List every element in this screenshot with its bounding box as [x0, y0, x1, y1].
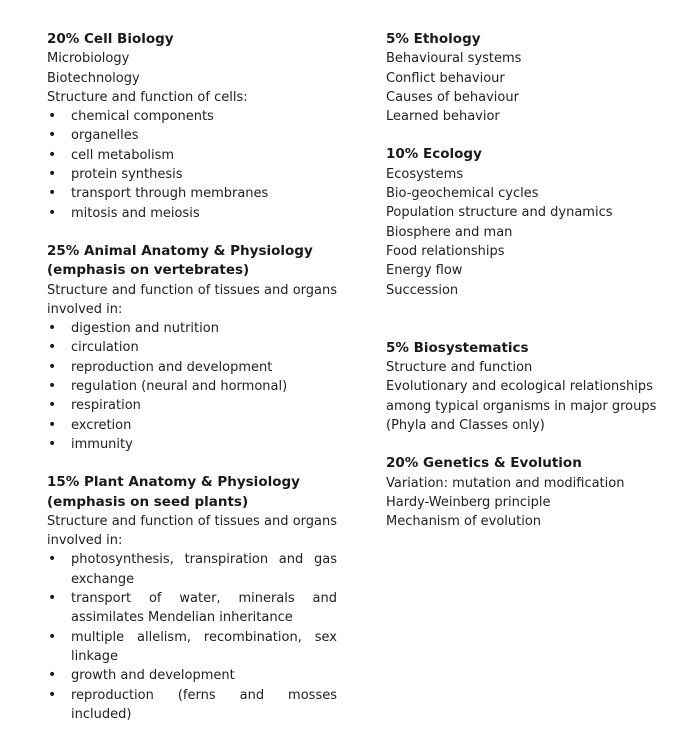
- topic-line: Succession: [386, 282, 459, 298]
- bullet-item: • growth and development: [47, 666, 337, 685]
- section-ecology: [386, 145, 678, 299]
- topic-line: among typical organisms in major groups: [386, 398, 657, 414]
- bullet-list: [47, 107, 337, 223]
- topic-line: Learned behavior: [386, 109, 500, 125]
- section-animal-anatomy: [47, 242, 337, 454]
- section-intro: Structure and function of tissues and organs involved in:: [47, 282, 337, 317]
- topic-line: Ecosystems: [386, 166, 464, 182]
- topic-line: Food relationships: [386, 243, 505, 259]
- section-title: 25% Animal Anatomy & Physiology: [47, 242, 313, 259]
- topic-line: Structure and function: [386, 360, 533, 376]
- section-ethology: [386, 30, 678, 126]
- section-title: 5% Ethology: [386, 31, 481, 47]
- section-title: 20% Cell Biology: [47, 31, 174, 47]
- bullet-list: [47, 550, 337, 724]
- topic-line: Causes of behaviour: [386, 89, 519, 105]
- bullet-item: • mitosis and meiosis: [47, 204, 337, 223]
- section-biosystematics: [386, 339, 678, 435]
- bullet-item: • multiple allelism, recombination, sex linkage: [47, 628, 337, 667]
- topic-line: Behavioural systems: [386, 51, 522, 67]
- bullet-item: • chemical components: [47, 107, 337, 126]
- topic-line: Evolutionary and ecological relationships: [386, 379, 653, 395]
- topic-line: Energy flow: [386, 263, 463, 279]
- section-genetics-evolution: [386, 454, 678, 531]
- topic-line: Structure and function of cells:: [47, 89, 248, 105]
- topic-line: Hardy-Weinberg principle: [386, 494, 551, 510]
- bullet-item: • transport of water, minerals and assimilates Mendelian inheritance: [47, 589, 337, 628]
- bullet-item: • photosynthesis, transpiration and gas exchange: [47, 550, 337, 589]
- section-title: 10% Ecology: [386, 146, 482, 163]
- bullet-item: • excretion: [47, 416, 337, 435]
- section-subtitle: (emphasis on seed plants): [47, 493, 249, 510]
- topic-line: (Phyla and Classes only): [386, 418, 545, 434]
- topic-line: Biotechnology: [47, 70, 140, 86]
- bullet-item: • immunity: [47, 435, 337, 454]
- section-intro: Structure and function of tissues and organs involved in:: [47, 513, 337, 549]
- bullet-item: • transport through membranes: [47, 184, 337, 203]
- bullet-item: • organelles: [47, 126, 337, 145]
- topic-line: Mechanism of evolution: [386, 514, 542, 530]
- bullet-item: • digestion and nutrition: [47, 319, 337, 338]
- bullet-list: [47, 319, 337, 454]
- section-cell-biology: [47, 30, 337, 223]
- section-title: 15% Plant Anatomy & Physiology: [47, 474, 300, 491]
- bullet-item: • regulation (neural and hormonal): [47, 377, 337, 396]
- right-column: [386, 30, 678, 532]
- topic-line: Bio-geochemical cycles: [386, 186, 539, 202]
- bullet-item: • respiration: [47, 396, 337, 415]
- bullet-item: • reproduction and development: [47, 358, 337, 377]
- bullet-item: • reproduction (ferns and mosses included): [47, 686, 337, 725]
- bullet-item: • protein synthesis: [47, 165, 337, 184]
- topic-line: Variation: mutation and modification: [386, 475, 625, 491]
- section-subtitle: (emphasis on vertebrates): [47, 262, 250, 279]
- left-column: [47, 30, 337, 724]
- section-title: 5% Biosystematics: [386, 339, 529, 356]
- topic-line: Conflict behaviour: [386, 70, 505, 86]
- bullet-item: • circulation: [47, 338, 337, 357]
- bullet-item: • cell metabolism: [47, 146, 337, 165]
- section-plant-anatomy: [47, 473, 337, 724]
- topic-line: Population structure and dynamics: [386, 205, 613, 221]
- section-title: 20% Genetics & Evolution: [386, 455, 582, 472]
- topic-line: Microbiology: [47, 51, 130, 67]
- topic-line: Biosphere and man: [386, 224, 513, 240]
